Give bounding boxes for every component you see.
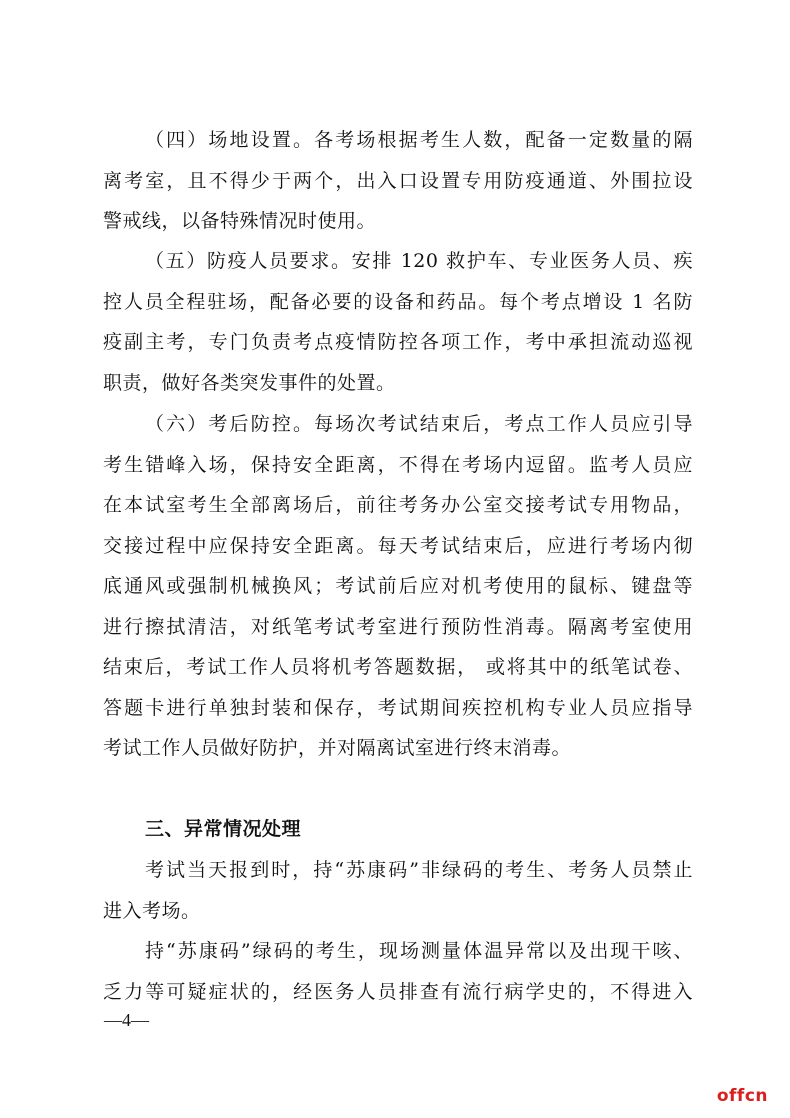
paragraph-venue-setup <box>103 120 693 242</box>
paragraph-post-exam-control <box>103 404 693 769</box>
paragraph-line: 考试工作人员做好防护，并对隔离试室进行终末消毒。 <box>103 737 572 759</box>
section-heading <box>103 809 693 850</box>
paragraph-line: 底通风或强制机械换风；考试前后应对机考使用的鼠标、键盘等 <box>103 575 693 597</box>
paragraph-line: （四）场地设置。各考场根据考生人数，配备一定数量的隔 <box>145 129 693 151</box>
paragraph-line: 在本试室考生全部离场后，前往考务办公室交接考试专用物品， <box>103 494 693 516</box>
offcn-watermark-logo: offcn <box>716 1086 768 1106</box>
paragraph-line: （六）考后防控。每场次考试结束后，考点工作人员应引导 <box>145 413 693 435</box>
paragraph-line: 考试当天报到时，持“苏康码”非绿码的考生、考务人员禁止 <box>145 859 693 881</box>
paragraph-line: 结束后，考试工作人员将机考答题数据， 或将其中的纸笔试卷、 <box>103 656 693 678</box>
paragraph-green-code <box>103 931 693 1012</box>
paragraph-line: 持“苏康码”绿码的考生，现场测量体温异常以及出现干咳、 <box>145 940 693 962</box>
page-number: —4— <box>104 1010 149 1030</box>
paragraph-line: 职责，做好各类突发事件的处置。 <box>103 371 396 394</box>
paragraph-line: 疫副主考，专门负责考点疫情防控各项工作，考中承担流动巡视 <box>103 331 693 353</box>
paragraph-line: 离考室，且不得少于两个，出入口设置专用防疫通道、外围拉设 <box>103 169 693 192</box>
paragraph-line: 控人员全程驻场，配备必要的设备和药品。每个考点增设 1 名防 <box>103 290 693 313</box>
paragraph-line: 进行擦拭清洁，对纸笔考试考室进行预防性消毒。隔离考室使用 <box>103 615 693 638</box>
paragraph-line: 警戒线，以备特殊情况时使用。 <box>103 210 377 232</box>
section-heading-text: 三、异常情况处理 <box>145 818 302 840</box>
paragraph-line: （五）防疫人员要求。安排 120 救护车、专业医务人员、疾 <box>145 250 693 272</box>
paragraph-line: 进入考场。 <box>103 899 201 922</box>
paragraph-line: 乏力等可疑症状的，经医务人员排查有流行病学史的，不得进入 <box>103 980 693 1003</box>
paragraph-line: 交接过程中应保持安全距离。每天考试结束后，应进行考场内彻 <box>103 534 693 557</box>
paragraph-check-in <box>103 850 693 931</box>
paragraph-line: 答题卡进行单独封装和保存，考试期间疾控机构专业人员应指导 <box>103 696 693 719</box>
paragraph-line: 考生错峰入场，保持安全距离，不得在考场内逗留。监考人员应 <box>103 453 693 476</box>
paragraph-epidemic-staff <box>103 241 693 403</box>
